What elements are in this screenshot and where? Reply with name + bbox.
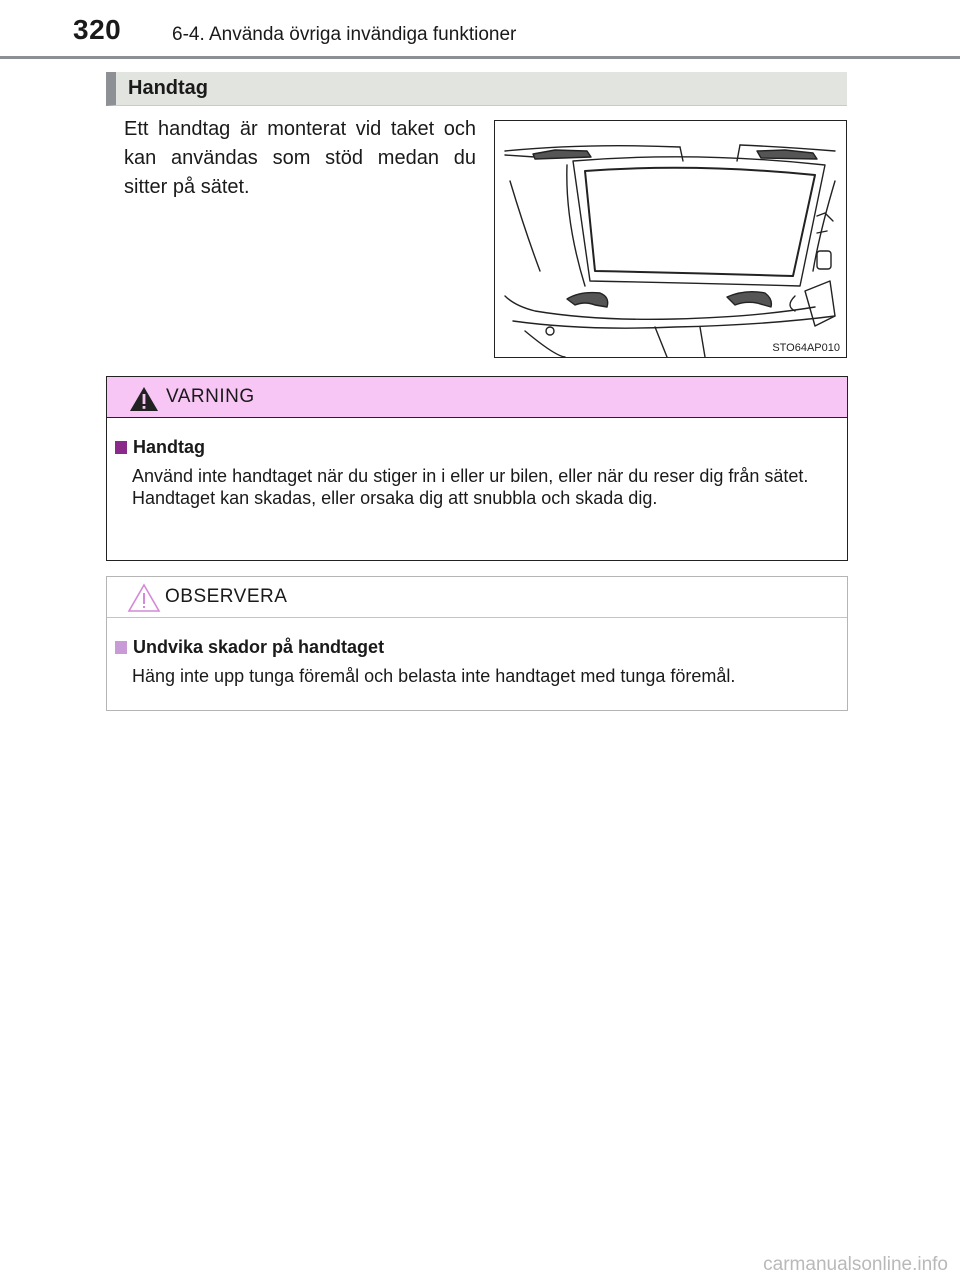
section-heading (106, 72, 847, 106)
notice-item-title-text: Undvika skador på handtaget (133, 637, 385, 657)
page-number: 320 (73, 14, 122, 45)
notice-box (106, 576, 848, 711)
header-rule (0, 56, 960, 59)
notice-text (132, 665, 832, 687)
notice-item-title (115, 637, 384, 658)
warning-triangle-icon (129, 386, 159, 412)
warning-paragraph-2: Handtaget kan skadas, eller orsaka dig att snubbla och skada dig. (132, 488, 658, 508)
section-body-text: Ett handtag är monterat vid taket och kan användas som stöd medan du sitter på sätet. (124, 118, 476, 198)
illustration-code: STO64AP010 (772, 342, 840, 354)
warning-item-title (115, 437, 205, 458)
notice-paragraph-1: Häng inte upp tunga föremål och belasta inte handtaget med tunga föremål. (132, 666, 736, 686)
warning-paragraph-1: Använd inte handtaget när du stiger in i eller ur bilen, eller när du reser dig från sätet. (132, 466, 809, 486)
assist-grip-illustration (494, 120, 847, 358)
notice-header (107, 577, 847, 618)
warning-item-title-text: Handtag (133, 437, 205, 457)
warning-bullet-icon (115, 441, 127, 454)
warning-text (132, 465, 832, 509)
warning-title: VARNING (166, 386, 255, 407)
section-heading-text: Handtag (128, 77, 208, 99)
notice-title: OBSERVERA (165, 586, 288, 607)
warning-header (107, 377, 847, 418)
warning-box (106, 376, 848, 561)
watermark: carmanualsonline.info (763, 1254, 948, 1275)
caution-triangle-icon (127, 583, 161, 613)
chapter-title: 6-4. Använda övriga invändiga funktioner (172, 24, 517, 45)
notice-bullet-icon (115, 641, 127, 654)
